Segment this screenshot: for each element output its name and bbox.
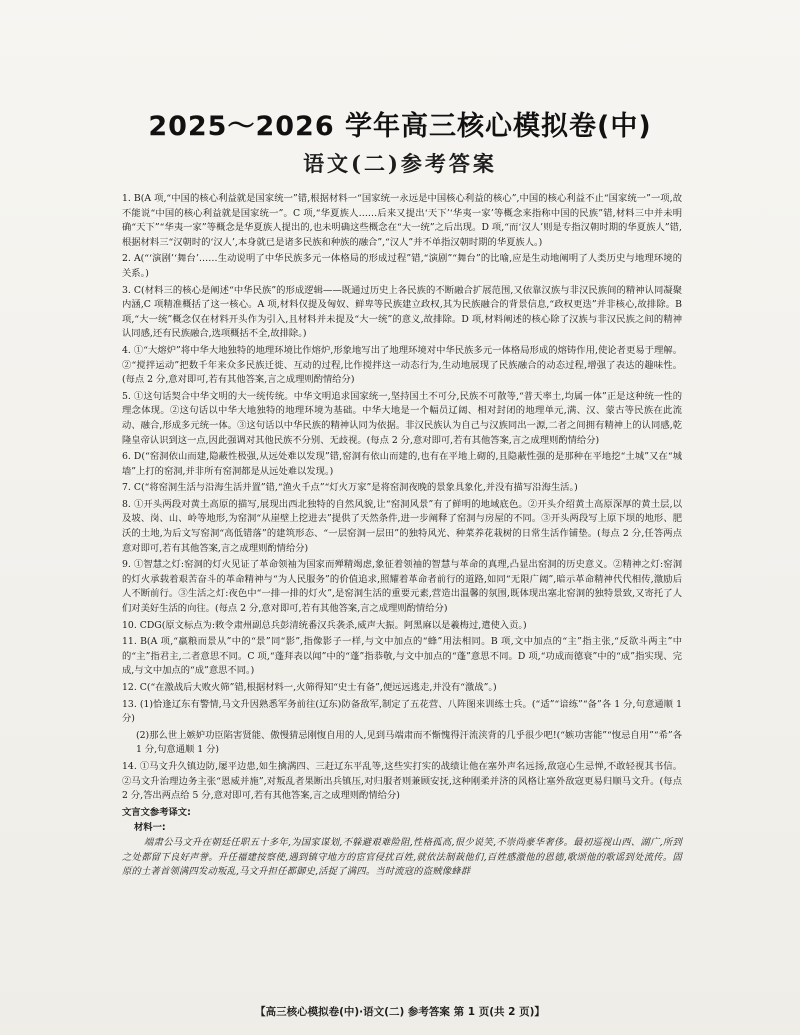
answer-item-2: 2. A(“‘演剧’‘舞台’……生动说明了中华民族多元一体格局的形成过程”错,“演剧”“舞台”的比喻,应是生动地阐明了人类历史与地理环境的关系。): [122, 253, 682, 279]
answer-content: [122, 192, 682, 880]
answer-item-7: 7. C(“将窑洞生活与沿海生活并置”错,“渔火千点”“灯火万家”是将窑洞夜晚的景象具象化,并没有描写沿海生活。): [122, 482, 578, 494]
translation-heading: 文言文参考译文:: [122, 806, 191, 818]
answer-item-11: 11. B(A 项,“羸粮而景从”中的“景”同“影”,指像影子一样,与文中加点的“蜂”用法相同。B 项,文中加点的“主”指主张,“反欲斗两主”中的“主”指君主,二者意思不同。C 项,“蓬拜表以闻”中的“蓬”指恭敬,与文中加点的“蓬”意思不同。D 项,“功成而德衰”中的“成”指实现、完成,与文中加点的“成”意思不同。): [122, 636, 682, 677]
document-title: 2025～2026 学年高三核心模拟卷(中): [148, 111, 652, 142]
answer-item-9: 9. ①智慧之灯:窑洞的灯火见证了革命领袖为国家而殚精竭虑,象征着领袖的智慧与革命的真理,凸显出窑洞的历史意义。②精神之灯:窑洞的灯火承载着艰苦奋斗的革命精神与“为人民服务”的价值追求,照耀着革命者前行的道路,如同“无限广阔”,暗示革命精神代代相传,激励后人不断前行。③生活之灯:夜色中“一排一排的灯火”,是窑洞生活的重要元素,营造出温馨的氛围,既体现出塞北窑洞的独特景致,又寄托了人们对美好生活的向往。(每点 2 分,意对即可,若有其他答案,言之成理则酌情给分): [122, 559, 682, 615]
answer-item-13a: 13. (1)恰逢辽东有警情,马文升因熟悉军务前往(辽东)防备敌军,制定了五花营、八阵图来训练士兵。(“适”“谙练”“备”各 1 分,句意通顺 1 分): [122, 698, 682, 725]
answer-item-5: 5. ①这句话契合中华文明的大一统传统。中华文明追求国家统一,坚持国土不可分,民族不可散等,“普天率土,均属一体”正是这种统一性的理念体现。②这句话以中华大地独特的地理环境为基础。中华大地是一个幅员辽阔、相对封闭的地理单元,满、汉、蒙古等民族在此流动、融合,形成多元统一体。③这句话以中华民族的精神认同为依据。非汉民族认为自己与汉族同出一源,二者之间拥有精神上的认同感,乾隆皇帝认识到这一点,因此强调对其他民族不分别、无歧视。(每点 2 分,意对即可,若有其他答案,言之成理则酌情给分): [122, 390, 682, 446]
answer-item-3: 3. C(材料三的核心是阐述“中华民族”的形成逻辑——既通过历史上各民族的不断融合扩展范围,又依靠汉族与非汉民族间的精神认同凝聚内涵,C 项精准概括了这一核心。A 项,材料仅提及匈奴、鲜卑等民族建立政权,其为民族融合的背景信息,“政权更迭”并非核心,故排除。B 项,“大一统”概念仅在材料开头作为引入,且材料并未提及“大一统”的意义,故排除。D 项,材料阐述的核心除了汉族与非汉民族之间的精神认同感,还有民族融合,选项概括不全,故排除。): [122, 284, 682, 340]
document-subtitle: 语文(二)参考答案: [303, 151, 497, 176]
answer-item-8: 8. ①开头两段对黄土高原的描写,展现出西北独特的自然风貌,让“窑洞风景”有了鲜明的地域底色。②开头介绍黄土高原深厚的黄土层,以及坡、岗、山、岭等地形,为窑洞“从崖壁上挖进去”提供了天然条件,进一步阐释了窑洞与房屋的不同。③开头两段写上原下坝的地形、肥沃的土地,为后文写窑洞“高低错落”的建筑形态、“一层窑洞一层田”的独特风光、种菜养花栽树的日常生活作铺垫。(每点 2 分,任答两点意对即可,若有其他答案,言之成理则酌情给分): [122, 498, 682, 554]
answer-item-6: 6. D(“窑洞依山而建,隐蔽性极强,从远处难以发现”错,窑洞有依山而建的,也有在平地上砌的,且隐蔽性强的是那种在平地挖“土城”又在“城墙”上打的窑洞,并非所有窑洞都是从远处难以发现。): [122, 451, 682, 477]
answer-item-10: 10. CDG(原文标点为:敕令肃州副总兵彭清统番汉兵袭杀,威声大振。阿黑麻以是羲梅过,遣使入贡。): [122, 619, 527, 631]
answer-item-4: 4. ①“大熔炉”将中华大地独特的地理环境比作熔炉,形象地写出了地理环境对中华民族多元一体格局形成的熔铸作用,使论者更易于理解。②“搅拌运动”把数千年来众多民族迁徙、互动的过程,比作搅拌这一动态行为,生动地展现了民族融合的动态过程,增强了表达的趣味性。(每点 2 分,意对即可,若有其他答案,言之成理则酌情给分): [122, 344, 682, 386]
answer-item-14: 14. ①马文升久镇边防,屡平边患,如生擒满四、三赶辽东平乱等,这些实打实的战绩让他在塞外声名远扬,敌寇心生忌惮,不敢轻视其书信。②马文升治理边务主张“恩威并施”,对叛乱者果断出兵镇压,对归服者则兼顾安抚,这种刚柔并济的风格让塞外敌寇更易归顺马文升。(每点 2 分,答出两点给 5 分,意对即可,若有其他答案,言之成理则酌情给分): [122, 760, 682, 802]
answer-item-13b: (2)那么世上嫉妒功臣陷害贤能、傲慢猜忌刚愎自用的人,见到马端肃而不惭愧得汗流浃背的几乎很少吧!(“嫉功害能”“愎忌自用”“希”各 1 分,句意通顺 1 分): [136, 729, 682, 756]
answer-item-1: 1. B(A 项,“中国的核心利益就是国家统一”错,根据材料一“国家统一永远是中国核心利益的核心”,中国的核心利益不止“国家统一”一项,故不能说“中国的核心利益就是国家统一”。C 项,“华夏族人……后来又提出‘天下’‘华夷一家’等概念来指称中国的民族”错,材料三中并未明确“天下”“华夷一家”等概念是华夏族人提出的,也未明确这些概念在“大一统”之后出现。D 项,“而‘汉人’则是专指汉朝时期的华夏族人”错,根据材料三“汉朝时的‘汉人’,本身就已是诸多民族和种族的融合”,“汉人”并不单指汉朝时期的华夏族人。): [122, 193, 682, 248]
answer-item-12: 12. C(“在激战后大败火筛”错,根据材料一,火筛得知“史士有备”,便远远逃走,并没有“激战”。): [122, 682, 497, 693]
material-heading: 材料一:: [134, 822, 166, 834]
page-footer: 【高三核心模拟卷(中)·语文(二) 参考答案 第 1 页(共 2 页)】: [255, 1006, 545, 1018]
translation-text: 端肃公马文升在朝廷任职五十多年,为国家谋划,不躲避艰难险阻,性格孤高,很少说笑,不崇尚豪华奢侈。最初巡视山西、湖广,所到之处都留下良好声誉。升任福建按察使,遇到镇守地方的宦官侵扰百姓,就依法制裁他们,百姓感激他的恩德,歌颂他的歌谣到处流传。固原的土著首领满四发动叛乱,马文升担任都御史,活捉了满四。当时流寇的盗贼像蜂群: [122, 836, 682, 878]
